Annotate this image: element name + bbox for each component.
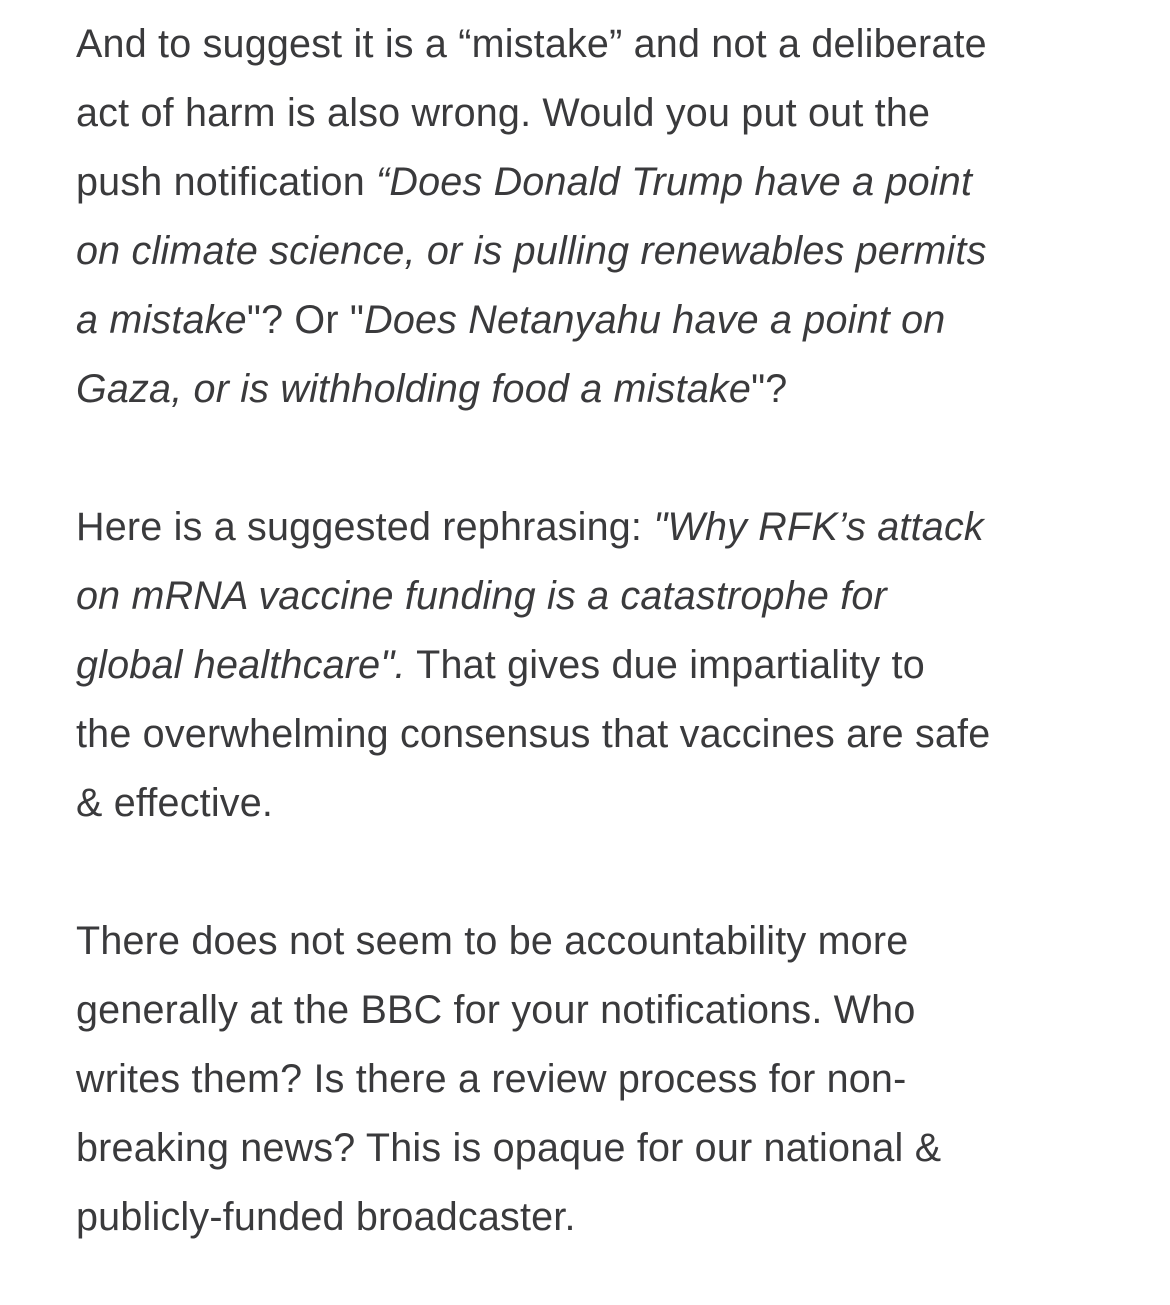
quoted-example: Gaza, or is withholding food a mistake bbox=[76, 367, 752, 411]
text-line: the overwhelming consensus that vaccines are safe bbox=[76, 712, 991, 756]
quoted-example: “Does Donald Trump have a point bbox=[376, 160, 973, 204]
text-line: push notification “Does Donald Trump have a point bbox=[76, 160, 973, 204]
paragraph-mistake-argument bbox=[76, 10, 1116, 424]
text-line: a mistake"? Or "Does Netanyahu have a point on bbox=[76, 298, 946, 342]
message-body bbox=[76, 10, 1116, 1252]
quoted-suggestion: "Why RFK’s attack bbox=[653, 505, 984, 549]
text-line: breaking news? This is opaque for our national & bbox=[76, 1126, 942, 1170]
text-line: writes them? Is there a review process for non- bbox=[76, 1057, 907, 1101]
text-line: global healthcare". That gives due impartiality to bbox=[76, 643, 925, 687]
text-line: & effective. bbox=[76, 781, 274, 825]
quoted-example: on climate science, or is pulling renewables permits bbox=[76, 229, 987, 273]
quoted-example: a mistake bbox=[76, 298, 247, 342]
text-line: Here is a suggested rephrasing: "Why RFK’s attack bbox=[76, 505, 984, 549]
text-line: Gaza, or is withholding food a mistake"? bbox=[76, 367, 788, 411]
text-line: publicly-funded broadcaster. bbox=[76, 1195, 576, 1239]
quoted-suggestion: on mRNA vaccine funding is a catastrophe for bbox=[76, 574, 887, 618]
paragraph-accountability bbox=[76, 907, 1116, 1252]
text-line: There does not seem to be accountability more bbox=[76, 919, 909, 963]
paragraph-suggested-rephrasing bbox=[76, 493, 1116, 838]
quoted-suggestion: global healthcare". bbox=[76, 643, 406, 687]
text-line: generally at the BBC for your notifications. Who bbox=[76, 988, 916, 1032]
text-line: And to suggest it is a “mistake” and not a deliberate bbox=[76, 22, 987, 66]
quoted-example: Does Netanyahu have a point on bbox=[364, 298, 946, 342]
text-line: act of harm is also wrong. Would you put out the bbox=[76, 91, 931, 135]
text-line bbox=[76, 562, 1116, 631]
text-line bbox=[76, 217, 1116, 286]
